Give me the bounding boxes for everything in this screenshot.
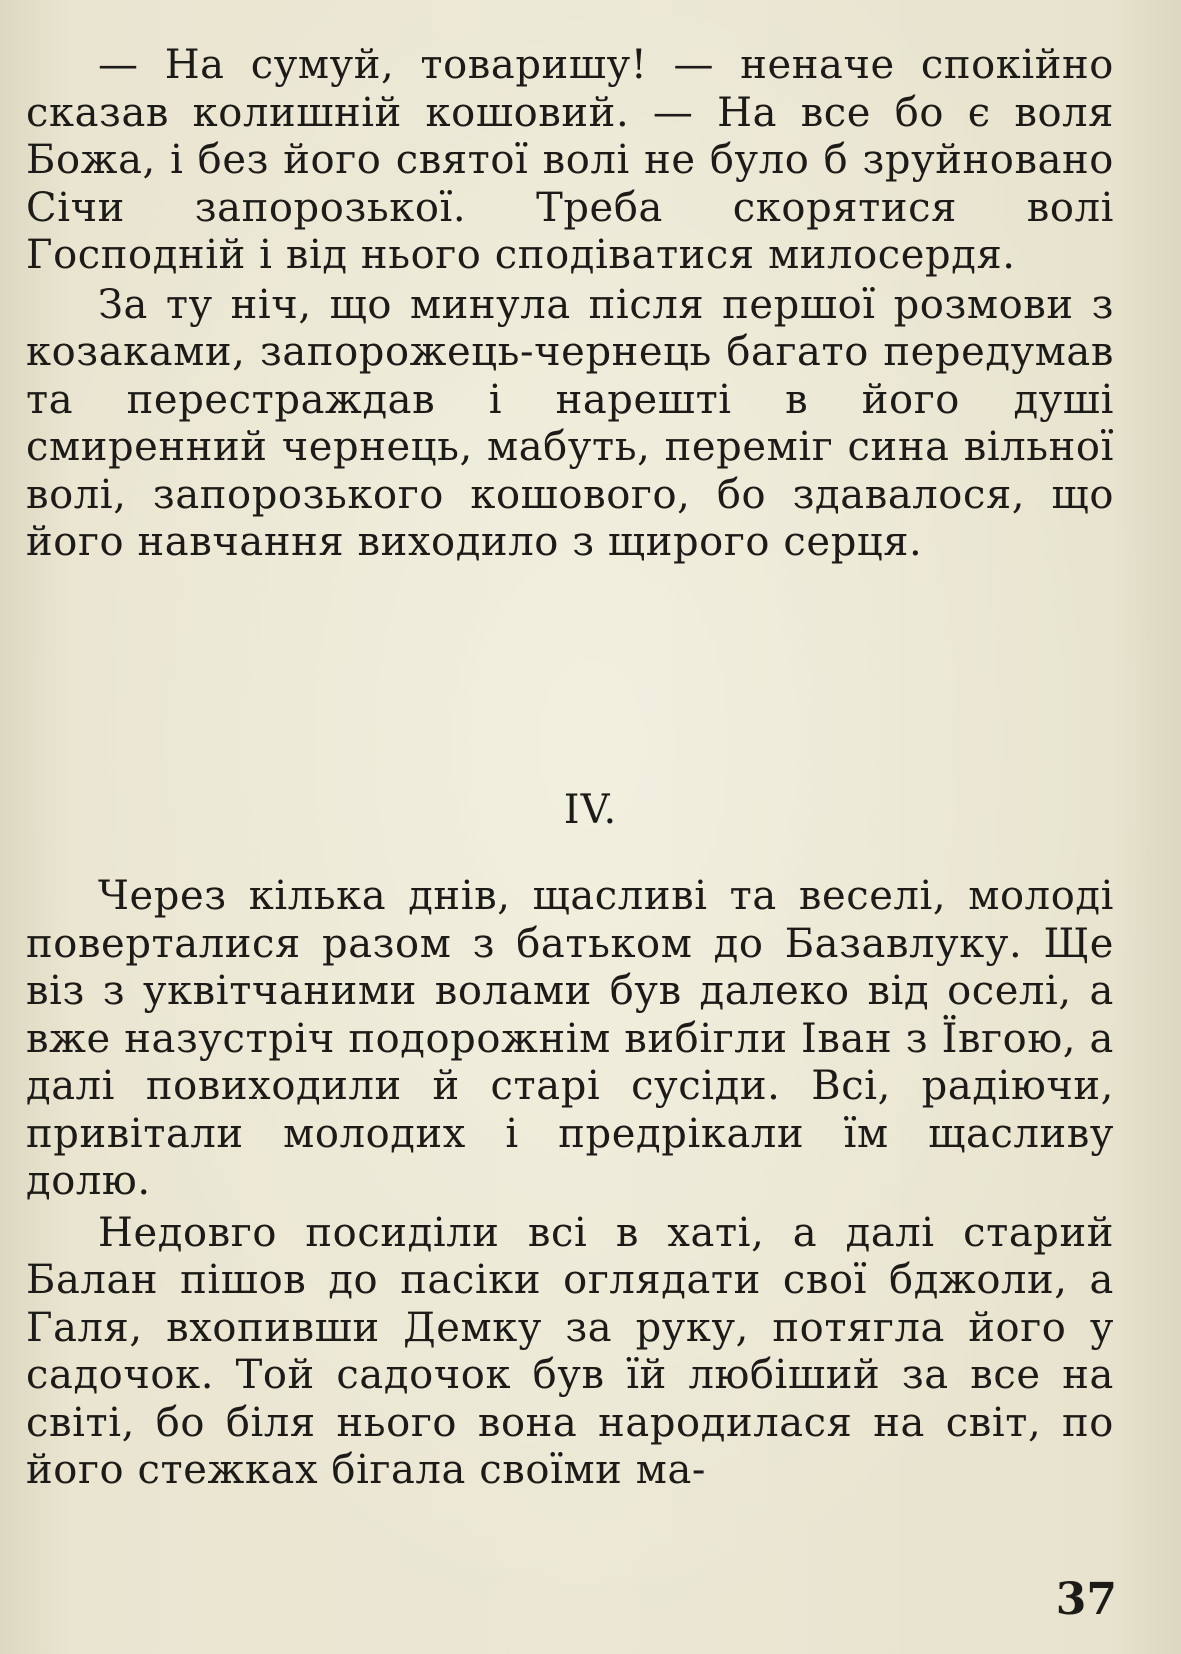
paragraph: За ту ніч, що минула після першої розмови з козаками, запорожець-чернець багато передумав та перестраждав і нарешті в його душі смиренний чернець, мабуть, переміг сина вільної волі, запорозького кошового, бо здавалося, що його навчання виходило з щирого серця. bbox=[26, 281, 1114, 565]
text-block-bottom bbox=[26, 873, 1114, 1495]
paragraph: Недовго посиділи всі в хаті, а далі старий Балан пішов до пасіки оглядати свої бджоли, а Галя, вхопивши Демку за руку, потягла його у садочок. Той садочок був їй любіший за все на світі, бо біля нього вона народилася на світ, по його стежках бігала своїми ма- bbox=[26, 1209, 1114, 1493]
page-number: 37 bbox=[1055, 1574, 1117, 1625]
text-block-top bbox=[26, 42, 1114, 567]
chapter-heading: IV. bbox=[563, 787, 618, 833]
paragraph: Через кілька днів, щасливі та веселі, молоді поверталися разом з батьком до Базавлуку. Ще віз з уквітчаними волами був далеко від оселі, а вже назустріч подорожнім вибігли Іван з Ївгою, а далі повиходили й старі сусіди. Всі, радіючи, привітали молодих і предрікали їм щасливу долю. bbox=[26, 873, 1114, 1204]
paragraph: — На сумуй, товаришу! — неначе спокійно сказав колишній кошовий. — На все бо є воля Божа, і без його святої волі не було б зруйновано Січи запорозької. Треба скорятися волі Господній і від нього сподіватися милосердя. bbox=[26, 42, 1114, 278]
